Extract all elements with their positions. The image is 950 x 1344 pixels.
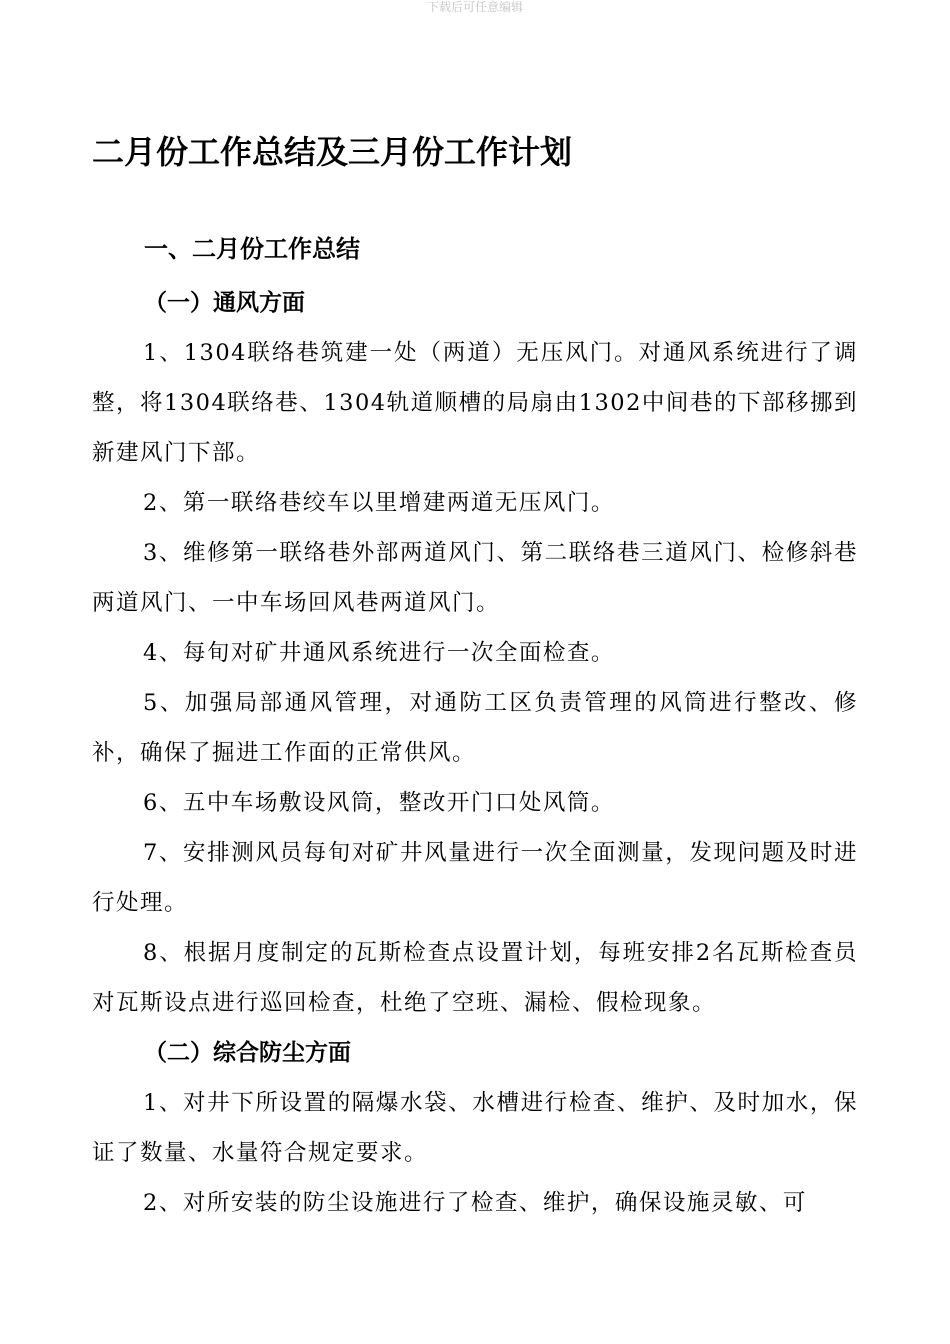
paragraph: 1、对井下所设置的隔爆水袋、水槽进行检查、维护、及时加水，保证了数量、水量符合规定要求。 [92,1090,858,1166]
page-title: 二月份工作总结及三月份工作计划 [92,133,573,171]
paragraph: 5、加强局部通风管理，对通防工区负责管理的风筒进行整改、修补，确保了掘进工作面的正常供风。 [92,690,858,766]
paragraph: 2、对所安装的防尘设施进行了检查、维护，确保设施灵敏、可 [143,1190,807,1216]
section-february-summary [92,228,858,1228]
paragraph: 1、1304联络巷筑建一处（两道）无压风门。对通风系统进行了调整，将1304联络巷、1304轨道顺槽的局扇由1302中间巷的下部移挪到新建风门下部。 [92,340,858,466]
subsection-heading: （二）综合防尘方面 [144,1040,351,1066]
watermark-text: 下载后可任意编辑 [426,0,523,14]
paragraph: 6、五中车场敷设风筒，整改开门口处风筒。 [143,790,615,816]
paragraph: 8、根据月度制定的瓦斯检查点设置计划，每班安排2名瓦斯检查员对瓦斯设点进行巡回检查，杜绝了空班、漏检、假检现象。 [92,940,858,1016]
document-body [92,228,858,1228]
subsection-dust-prevention [92,1028,858,1228]
paragraph: 2、第一联络巷绞车以里增建两道无压风门。 [143,490,615,516]
subsection-heading: （一）通风方面 [144,290,305,316]
paragraph: 3、维修第一联络巷外部两道风门、第二联络巷三道风门、检修斜巷两道风门、一中车场回风巷两道风门。 [92,540,858,616]
section-heading: 一、二月份工作总结 [144,235,360,263]
paragraph: 4、每旬对矿井通风系统进行一次全面检查。 [143,640,615,666]
paragraph: 7、安排测风员每旬对矿井风量进行一次全面测量，发现问题及时进行处理。 [92,840,858,916]
subsection-ventilation [92,278,858,1028]
